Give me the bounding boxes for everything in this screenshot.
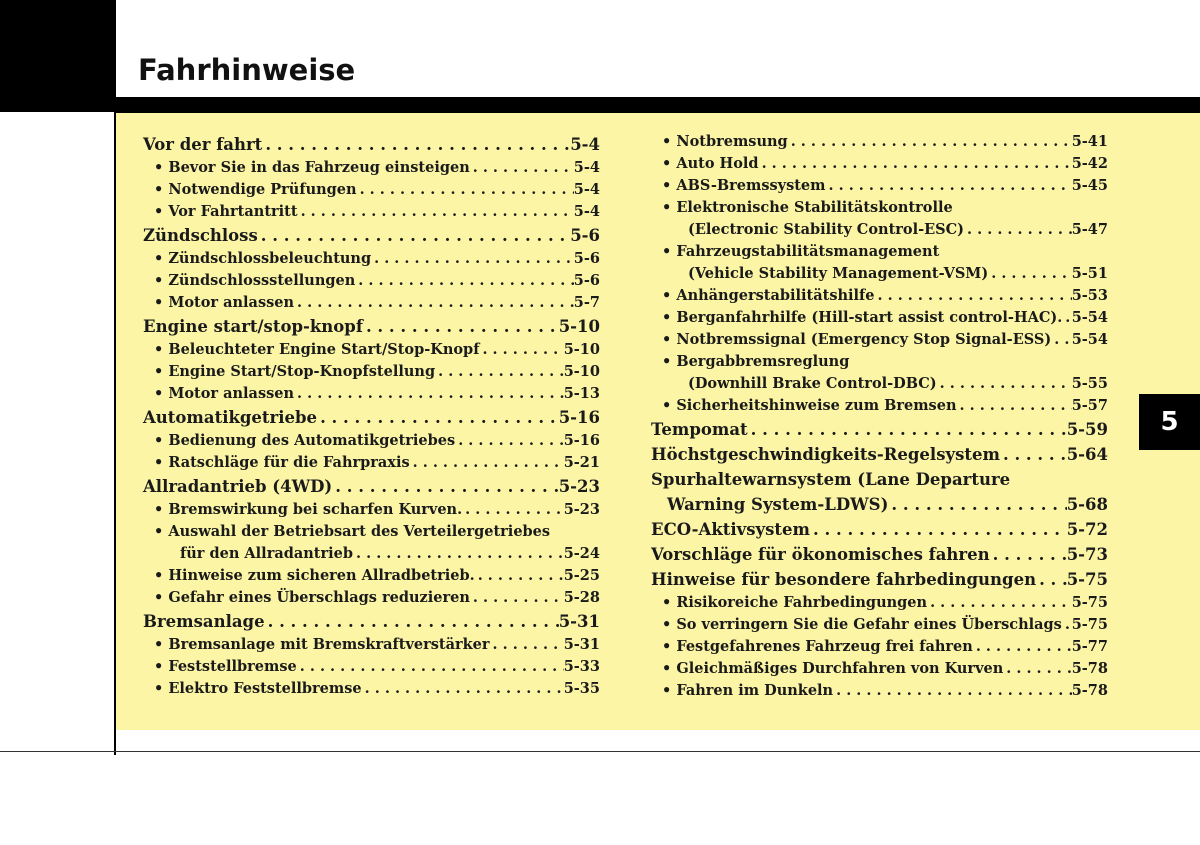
toc-sub-entry[interactable] bbox=[651, 592, 1108, 614]
toc-dot-leader bbox=[927, 592, 1072, 614]
toc-dot-leader bbox=[810, 517, 1067, 542]
toc-entry-label: Vorschläge für ökonomisches fahren bbox=[651, 545, 990, 564]
toc-sub-entry[interactable] bbox=[651, 219, 1108, 241]
toc-main-entry[interactable] bbox=[143, 405, 600, 430]
toc-sub-entry[interactable] bbox=[143, 179, 600, 201]
toc-entry-label: • Feststellbremse bbox=[154, 656, 297, 678]
toc-entry-label: • Notwendige Prüfungen bbox=[154, 179, 357, 201]
toc-entry-label: • Motor anlassen bbox=[154, 292, 294, 314]
toc-dot-leader bbox=[988, 263, 1071, 285]
toc-sub-entry[interactable] bbox=[651, 395, 1108, 417]
toc-dot-leader bbox=[759, 153, 1072, 175]
toc-entry-label: Bremsanlage bbox=[143, 612, 265, 631]
toc-entry-label: Warning System-LDWS) bbox=[667, 495, 889, 514]
toc-dot-leader bbox=[362, 678, 564, 700]
toc-dot-leader bbox=[258, 223, 570, 248]
toc-page-number: 5-45 bbox=[1071, 177, 1108, 194]
toc-sub-entry[interactable] bbox=[143, 430, 600, 452]
toc-dot-leader bbox=[410, 452, 564, 474]
toc-dot-leader bbox=[462, 499, 564, 521]
toc-page-number: 5-24 bbox=[563, 545, 600, 562]
toc-page-number: 5-23 bbox=[563, 501, 600, 518]
toc-sub-entry bbox=[651, 197, 1108, 219]
toc-sub-entry[interactable] bbox=[143, 248, 600, 270]
toc-sub-entry[interactable] bbox=[651, 263, 1108, 285]
toc-page-number: 5-75 bbox=[1066, 570, 1108, 589]
toc-column-left bbox=[143, 132, 600, 700]
toc-page-number: 5-54 bbox=[1071, 331, 1108, 348]
toc-sub-entry[interactable] bbox=[651, 131, 1108, 153]
toc-page-number: 5-4 bbox=[573, 203, 600, 220]
toc-page-number: 5-31 bbox=[563, 636, 600, 653]
toc-entry-label: ECO-Aktivsystem bbox=[651, 520, 810, 539]
toc-sub-entry[interactable] bbox=[651, 680, 1108, 702]
toc-dot-leader bbox=[317, 405, 559, 430]
toc-dot-leader bbox=[298, 201, 574, 223]
toc-dot-leader bbox=[1000, 442, 1067, 467]
toc-dot-leader bbox=[357, 179, 574, 201]
toc-entry-label: • Bremswirkung bei scharfen Kurven. bbox=[154, 499, 462, 521]
toc-dot-leader bbox=[490, 634, 564, 656]
toc-page-number: 5-33 bbox=[563, 658, 600, 675]
toc-dot-leader bbox=[479, 339, 563, 361]
toc-page-number: 5-78 bbox=[1071, 682, 1108, 699]
toc-dot-leader bbox=[297, 656, 564, 678]
toc-entry-label: • Bergabbremsreglung bbox=[662, 351, 849, 373]
toc-sub-entry[interactable] bbox=[143, 383, 600, 405]
toc-page-number: 5-57 bbox=[1071, 397, 1108, 414]
toc-sub-entry[interactable] bbox=[651, 636, 1108, 658]
toc-sub-entry[interactable] bbox=[651, 307, 1108, 329]
toc-main-entry[interactable] bbox=[143, 474, 600, 499]
toc-page-number: 5-10 bbox=[558, 317, 600, 336]
toc-entry-label: • Zündschlossbeleuchtung bbox=[154, 248, 371, 270]
toc-sub-entry[interactable] bbox=[651, 329, 1108, 351]
toc-entry-label: • Auswahl der Betriebsart des Verteilergetriebes bbox=[154, 521, 550, 543]
toc-entry-label: • Anhängerstabilitätshilfe bbox=[662, 285, 875, 307]
toc-dot-leader bbox=[748, 417, 1067, 442]
toc-dot-leader bbox=[294, 383, 564, 405]
toc-main-entry[interactable] bbox=[651, 492, 1108, 517]
toc-dot-leader bbox=[371, 248, 574, 270]
toc-dot-leader bbox=[833, 680, 1072, 702]
chapter-tab[interactable]: 5 bbox=[1139, 394, 1200, 450]
toc-entry-label: • Zündschlossstellungen bbox=[154, 270, 355, 292]
toc-page-number: 5-10 bbox=[563, 363, 600, 380]
toc-entry-label: (Vehicle Stability Management-VSM) bbox=[688, 265, 989, 282]
toc-entry-label: • Motor anlassen bbox=[154, 383, 294, 405]
toc-page-number: 5-68 bbox=[1066, 495, 1108, 514]
corner-block bbox=[0, 0, 114, 112]
toc-dot-leader bbox=[332, 474, 558, 499]
toc-main-entry[interactable] bbox=[651, 542, 1108, 567]
toc-entry-label: • Fahren im Dunkeln bbox=[662, 680, 833, 702]
toc-dot-leader bbox=[435, 361, 564, 383]
toc-entry-label: (Downhill Brake Control-DBC) bbox=[688, 375, 937, 392]
toc-dot-leader bbox=[294, 292, 574, 314]
toc-dot-leader bbox=[888, 492, 1066, 517]
toc-sub-entry[interactable] bbox=[143, 361, 600, 383]
toc-dot-leader bbox=[788, 131, 1072, 153]
toc-page-number: 5-41 bbox=[1071, 133, 1108, 150]
toc-sub-entry[interactable] bbox=[651, 153, 1108, 175]
toc-sub-entry[interactable] bbox=[651, 373, 1108, 395]
toc-entry-label: • Bevor Sie in das Fahrzeug einsteigen bbox=[154, 157, 470, 179]
toc-page-number: 5-54 bbox=[1071, 309, 1108, 326]
toc-dot-leader bbox=[262, 132, 570, 157]
toc-sub-entry[interactable] bbox=[651, 175, 1108, 197]
toc-sub-entry[interactable] bbox=[143, 565, 600, 587]
toc-page-number: 5-55 bbox=[1071, 375, 1108, 392]
toc-sub-entry[interactable] bbox=[143, 270, 600, 292]
toc-sub-entry[interactable] bbox=[143, 452, 600, 474]
toc-sub-entry[interactable] bbox=[651, 614, 1108, 636]
toc-column-right bbox=[651, 131, 1108, 702]
toc-entry-label: • Bremsanlage mit Bremskraftverstärker bbox=[154, 634, 490, 656]
toc-entry-label: Automatikgetriebe bbox=[143, 408, 318, 427]
toc-main-entry[interactable] bbox=[143, 132, 600, 157]
toc-dot-leader bbox=[964, 219, 1072, 241]
toc-entry-label: • So verringern Sie die Gefahr eines Überschlags bbox=[662, 614, 1062, 636]
toc-dot-leader bbox=[363, 314, 559, 339]
toc-entry-label: • Berganfahrhilfe (Hill-start assist control-HAC). bbox=[662, 307, 1062, 329]
toc-sub-entry bbox=[651, 241, 1108, 263]
toc-sub-entry bbox=[143, 521, 600, 543]
toc-page-number: 5-51 bbox=[1071, 265, 1108, 282]
toc-entry-label: Vor der fahrt bbox=[143, 135, 263, 154]
toc-dot-leader bbox=[470, 587, 564, 609]
toc-entry-label: • Bedienung des Automatikgetriebes bbox=[154, 430, 455, 452]
toc-dot-leader bbox=[973, 636, 1072, 658]
toc-entry-label: Spurhaltewarnsystem (Lane Departure bbox=[651, 470, 1011, 489]
toc-dot-leader bbox=[470, 157, 574, 179]
toc-dot-leader bbox=[1062, 307, 1071, 329]
toc-page-number: 5-35 bbox=[563, 680, 600, 697]
toc-sub-entry[interactable] bbox=[143, 587, 600, 609]
toc-entry-label: • Auto Hold bbox=[662, 153, 759, 175]
toc-entry-label: • Vor Fahrtantritt bbox=[154, 201, 298, 223]
toc-sub-entry[interactable] bbox=[143, 634, 600, 656]
toc-sub-entry[interactable] bbox=[143, 157, 600, 179]
toc-entry-label: Engine start/stop-knopf bbox=[143, 317, 363, 336]
toc-sub-entry[interactable] bbox=[143, 339, 600, 361]
toc-dot-leader bbox=[990, 542, 1067, 567]
toc-page-number: 5-13 bbox=[563, 385, 600, 402]
toc-main-entry[interactable] bbox=[651, 442, 1108, 467]
toc-main-entry[interactable] bbox=[143, 314, 600, 339]
toc-dot-leader bbox=[475, 565, 564, 587]
toc-page-number: 5-4 bbox=[573, 181, 600, 198]
page-title: Fahrhinweise bbox=[138, 53, 356, 87]
toc-dot-leader bbox=[875, 285, 1072, 307]
toc-sub-entry[interactable] bbox=[143, 201, 600, 223]
toc-dot-leader bbox=[1036, 567, 1067, 592]
toc-page-number: 5-23 bbox=[558, 477, 600, 496]
toc-page-number: 5-6 bbox=[573, 272, 600, 289]
toc-page-number: 5-59 bbox=[1066, 420, 1108, 439]
toc-page-number: 5-6 bbox=[573, 250, 600, 267]
toc-entry-label: • Notbremsung bbox=[662, 131, 788, 153]
toc-entry-label: • ABS-Bremssystem bbox=[662, 175, 826, 197]
toc-dot-leader bbox=[1051, 329, 1071, 351]
toc-entry-label: • Hinweise zum sicheren Allradbetrieb. bbox=[154, 565, 475, 587]
toc-entry-label: • Gefahr eines Überschlags reduzieren bbox=[154, 587, 470, 609]
toc-dot-leader bbox=[1062, 614, 1072, 636]
toc-page-number: 5-64 bbox=[1066, 445, 1108, 464]
toc-page-number: 5-7 bbox=[573, 294, 600, 311]
toc-sub-entry[interactable] bbox=[143, 292, 600, 314]
toc-entry-label: Allradantrieb (4WD) bbox=[143, 477, 333, 496]
toc-page-number: 5-77 bbox=[1071, 638, 1108, 655]
toc-dot-leader bbox=[355, 270, 574, 292]
toc-main-entry bbox=[651, 467, 1108, 492]
toc-entry-label: Hinweise für besondere fahrbedingungen bbox=[651, 570, 1037, 589]
toc-page-number: 5-75 bbox=[1071, 594, 1108, 611]
toc-dot-leader bbox=[265, 609, 559, 634]
toc-page-number: 5-4 bbox=[573, 159, 600, 176]
toc-sub-entry[interactable] bbox=[143, 678, 600, 700]
toc-entry-label: • Elektronische Stabilitätskontrolle bbox=[662, 197, 953, 219]
toc-entry-label: • Festgefahrenes Fahrzeug frei fahren bbox=[662, 636, 973, 658]
toc-entry-label: • Beleuchteter Engine Start/Stop-Knopf bbox=[154, 339, 479, 361]
toc-page-number: 5-47 bbox=[1071, 221, 1108, 238]
toc-entry-label: • Gleichmäßiges Durchfahren von Kurven bbox=[662, 658, 1003, 680]
toc-entry-label: • Ratschläge für die Fahrpraxis bbox=[154, 452, 410, 474]
toc-sub-entry[interactable] bbox=[143, 656, 600, 678]
toc-main-entry[interactable] bbox=[651, 567, 1108, 592]
toc-entry-label: • Engine Start/Stop-Knopfstellung bbox=[154, 361, 435, 383]
toc-sub-entry[interactable] bbox=[143, 543, 600, 565]
toc-page-number: 5-72 bbox=[1066, 520, 1108, 539]
toc-main-entry[interactable] bbox=[651, 517, 1108, 542]
toc-dot-leader bbox=[1003, 658, 1071, 680]
toc-entry-label: Höchstgeschwindigkeits-Regelsystem bbox=[651, 445, 1000, 464]
toc-page-number: 5-75 bbox=[1071, 616, 1108, 633]
toc-entry-label: für den Allradantrieb bbox=[180, 545, 354, 562]
toc-main-entry[interactable] bbox=[651, 417, 1108, 442]
toc-page-number: 5-25 bbox=[563, 567, 600, 584]
toc-dot-leader bbox=[957, 395, 1072, 417]
title-rule bbox=[114, 97, 1200, 113]
toc-dot-leader bbox=[353, 543, 564, 565]
toc-entry-label: • Fahrzeugstabilitätsmanagement bbox=[662, 241, 939, 263]
toc-sub-entry[interactable] bbox=[143, 499, 600, 521]
toc-sub-entry bbox=[651, 351, 1108, 373]
toc-sub-entry[interactable] bbox=[651, 285, 1108, 307]
toc-dot-leader bbox=[937, 373, 1072, 395]
toc-page-number: 5-16 bbox=[558, 408, 600, 427]
toc-main-entry[interactable] bbox=[143, 223, 600, 248]
toc-page-number: 5-53 bbox=[1071, 287, 1108, 304]
left-margin-rule bbox=[114, 0, 116, 755]
toc-main-entry[interactable] bbox=[143, 609, 600, 634]
toc-sub-entry[interactable] bbox=[651, 658, 1108, 680]
toc-dot-leader bbox=[826, 175, 1072, 197]
toc-page-number: 5-42 bbox=[1071, 155, 1108, 172]
toc-dot-leader bbox=[455, 430, 564, 452]
toc-page-number: 5-28 bbox=[563, 589, 600, 606]
toc-entry-label: • Sicherheitshinweise zum Bremsen bbox=[662, 395, 957, 417]
toc-page-number: 5-31 bbox=[558, 612, 600, 631]
toc-page-number: 5-21 bbox=[563, 454, 600, 471]
toc-entry-label: Zündschloss bbox=[143, 226, 258, 245]
toc-page-number: 5-16 bbox=[563, 432, 600, 449]
toc-page-number: 5-6 bbox=[570, 226, 600, 245]
toc-entry-label: (Electronic Stability Control-ESC) bbox=[688, 221, 965, 238]
toc-entry-label: Tempomat bbox=[651, 420, 748, 439]
toc-entry-label: • Risikoreiche Fahrbedingungen bbox=[662, 592, 927, 614]
toc-entry-label: • Notbremssignal (Emergency Stop Signal-ESS) bbox=[662, 329, 1051, 351]
bottom-rule bbox=[0, 751, 1200, 752]
toc-page-number: 5-10 bbox=[563, 341, 600, 358]
toc-page-number: 5-73 bbox=[1066, 545, 1108, 564]
toc-page-number: 5-4 bbox=[570, 135, 600, 154]
toc-page-number: 5-78 bbox=[1071, 660, 1108, 677]
toc-entry-label: • Elektro Feststellbremse bbox=[154, 678, 362, 700]
